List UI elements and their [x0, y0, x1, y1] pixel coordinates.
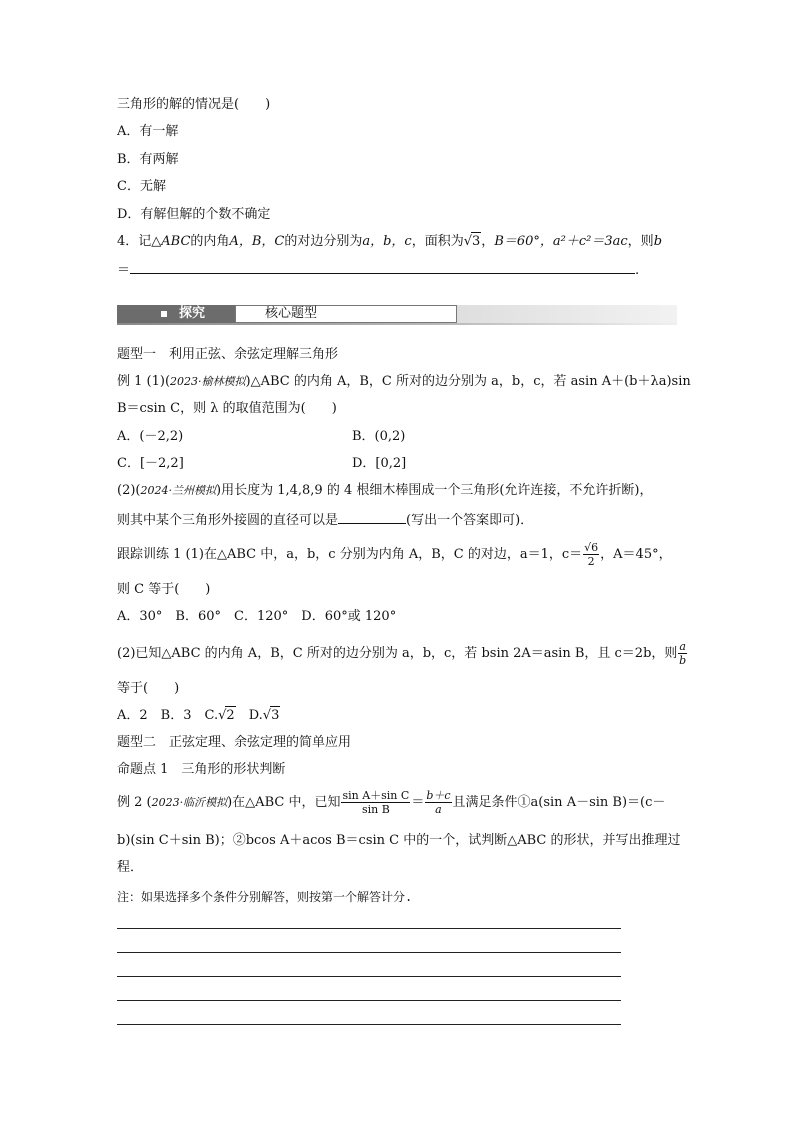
- q3-option-b: B．有两解: [117, 152, 179, 167]
- example2-line2: b)(sin C＋sin B)；②bcos A＋acos B＝csin C 中的一个，试判断△ABC 的形状，并写出推理过: [117, 833, 681, 848]
- track1-line1: 跟踪训练 1 (1)在△ABC 中，a，b，c 分别为内角 A，B，C 的对边，a＝1，c＝ $\frac{√6}{2}$ ，A＝45°，: [117, 541, 672, 568]
- answer-line[interactable]: [117, 1000, 621, 1001]
- example2-note: 注：如果选择多个条件分别解答，则按第一个解答计分.: [117, 890, 413, 904]
- example1-line1: 例 1 (1)(2023·榆林模拟)△ABC 的内角 A，B，C 所对的边分别为 a，b，c，若 asin A＋(b＋λa)sin: [117, 374, 691, 389]
- example1-option-d: D．[0,2]: [352, 456, 407, 471]
- q4-answer-line: ＝ .: [117, 259, 639, 280]
- example1-part2-line1: (2)(2024·兰州模拟)用长度为 1,4,8,9 的 4 根细木棒围成一个三角形(允许连接，不允许折断)，: [117, 483, 653, 498]
- fraction-a-over-b: $\frac{a}{b}$: [679, 640, 687, 667]
- answer-line[interactable]: [117, 976, 621, 977]
- fraction-sqrt6-over-2: $\frac{√6}{2}$: [584, 541, 599, 568]
- q4-stem: 4．记△ABC的内角A，B，C的对边分别为a，b，c，面积为√3，B＝60°，a²＋c²＝3ac，则b: [117, 234, 663, 249]
- example1-line2: B＝csin C，则 λ 的取值范围为( ): [117, 401, 337, 416]
- sqrt-three: 3: [472, 234, 481, 249]
- q3-option-d: D．有解但解的个数不确定: [117, 207, 271, 222]
- example2-line1: 例 2 (2023·临沂模拟)在△ABC 中，已知 $\frac{\text{sin A＋sin C}}{\text{sin B}}$ ＝ $\frac{b+c}{a}$ 且满足条件①a(sin A－sin B)＝(c－: [117, 789, 666, 816]
- q3-stem: 三角形的解的情况是( ): [117, 97, 271, 112]
- type2-subheading: 命题点 1 三角形的形状判断: [117, 762, 286, 777]
- example1-option-a: A．(－2,2): [117, 429, 184, 444]
- track1-line2: 则 C 等于( ): [117, 582, 211, 597]
- square-bullet-icon: [161, 311, 167, 317]
- banner-label-core: 核心题型: [265, 306, 318, 321]
- example1-part2-line2: 则其中某个三角形外接圆的直径可以是 (写出一个答案即可)．: [117, 509, 533, 530]
- example1-option-b: B．(0,2): [352, 429, 406, 444]
- fraction-b-plus-c-over-a: $\frac{b+c}{a}$: [426, 789, 451, 816]
- fraction-sin-ratio: $\frac{\text{sin A＋sin C}}{\text{sin B}}$: [342, 789, 410, 816]
- track2-options: A．2 B．3 C.√2 D.√3: [117, 708, 280, 723]
- example2-line3: 程．: [117, 860, 144, 875]
- q4-answer-blank[interactable]: [130, 259, 635, 274]
- section-banner: [117, 305, 677, 323]
- track2-line2: 等于( ): [117, 681, 180, 696]
- q3-option-a: A．有一解: [117, 124, 179, 139]
- answer-line[interactable]: [117, 928, 621, 929]
- track1-options: A．30° B．60° C．120° D．60°或 120°: [117, 609, 397, 624]
- type2-heading: 题型二 正弦定理、余弦定理的简单应用: [117, 735, 352, 750]
- type1-heading: 题型一 利用正弦、余弦定理解三角形: [117, 347, 339, 362]
- example1-answer-blank[interactable]: [338, 509, 406, 524]
- q3-option-c: C．无解: [117, 179, 166, 194]
- banner-label-explore: 探究: [179, 306, 206, 321]
- answer-line[interactable]: [117, 1024, 621, 1025]
- answer-line[interactable]: [117, 952, 621, 953]
- example1-option-c: C．[－2,2]: [117, 456, 184, 471]
- track2-line1: (2)已知△ABC 的内角 A，B，C 所对的边分别为 a，b，c，若 bsin 2A＝asin B，且 c＝2b，则 $\frac{a}{b}$: [117, 640, 687, 667]
